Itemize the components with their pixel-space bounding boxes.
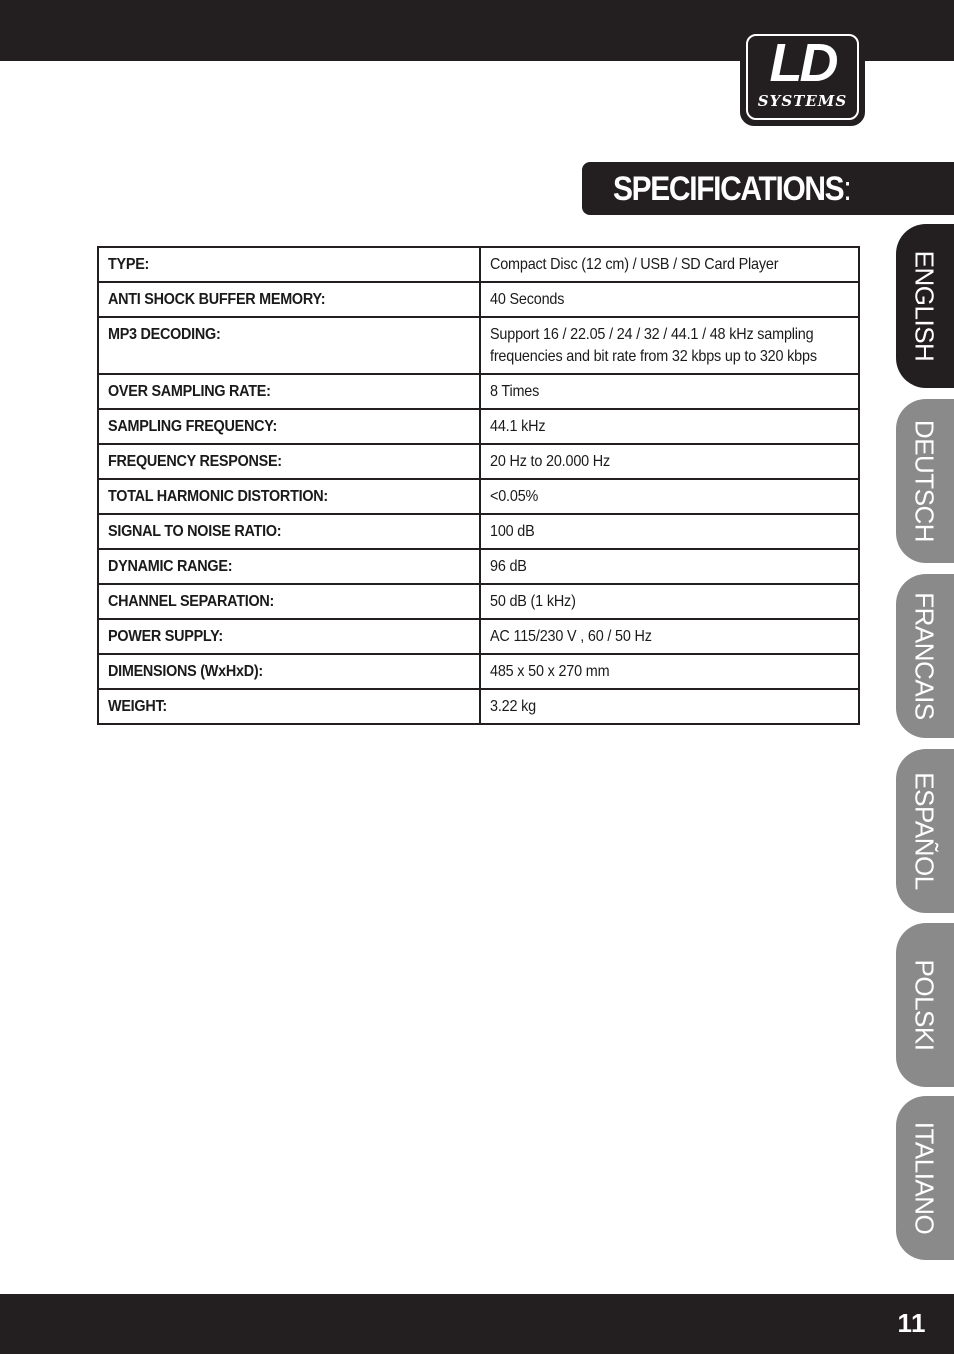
table-row [98,689,859,724]
spec-value-text: 3.22 kg [490,698,536,715]
spec-value [480,689,859,724]
table-row [98,374,859,409]
spec-label [98,654,480,689]
spec-value [480,317,859,374]
spec-value [480,514,859,549]
spec-label-text: SIGNAL TO NOISE RATIO: [108,523,282,540]
language-tab-espanol[interactable] [896,749,954,913]
spec-value-text-line2: frequencies and bit rate from 32 kbps up to 320 kbps [490,348,817,365]
spec-value-text: 50 dB (1 kHz) [490,593,576,610]
spec-label-text: TYPE: [108,256,150,273]
spec-value [480,282,859,317]
spec-value [480,549,859,584]
spec-label [98,374,480,409]
logo-sub-text: SYSTEMS [757,92,848,110]
spec-value-text: 100 dB [490,523,535,540]
spec-value-text: 8 Times [490,383,540,400]
spec-value [480,584,859,619]
spec-label [98,444,480,479]
spec-label-text: FREQUENCY RESPONSE: [108,453,282,470]
language-tab-deutsch[interactable] [896,399,954,563]
spec-value-text: 20 Hz to 20.000 Hz [490,453,611,470]
spec-value [480,409,859,444]
spec-value [480,654,859,689]
spec-label-text: MP3 DECODING: [108,326,221,343]
spec-label-text: DYNAMIC RANGE: [108,558,233,575]
spec-label-text: DIMENSIONS (WxHxD): [108,663,263,680]
heading-colon: : [843,170,852,208]
spec-value [480,374,859,409]
spec-label [98,549,480,584]
language-tab-label: ESPAÑOL [909,772,940,890]
spec-label [98,689,480,724]
language-tab-label: DEUTSCH [909,419,940,543]
spec-value-text: AC 115/230 V , 60 / 50 Hz [490,628,652,645]
spec-label [98,479,480,514]
table-row [98,514,859,549]
language-tab-label: POLSKI [909,959,940,1051]
spec-value-text: 485 x 50 x 270 mm [490,663,610,680]
spec-label-text: SAMPLING FREQUENCY: [108,418,278,435]
spec-label-text: WEIGHT: [108,698,167,715]
spec-value-text: <0.05% [490,488,539,505]
spec-label-text: POWER SUPPLY: [108,628,223,645]
table-row [98,247,859,282]
table-row [98,584,859,619]
spec-label [98,317,480,374]
heading-title: SPECIFICATIONS [613,170,844,208]
spec-label-text: OVER SAMPLING RATE: [108,383,271,400]
specifications-table [97,246,860,725]
table-row [98,479,859,514]
table-row [98,619,859,654]
footer-bar [0,1294,954,1354]
spec-value-text: 44.1 kHz [490,418,546,435]
table-row [98,409,859,444]
language-tab-label: ENGLISH [909,250,940,362]
spec-value [480,444,859,479]
language-tab-label: ITALIANO [909,1121,940,1235]
table-row [98,654,859,689]
section-heading-text [613,167,852,211]
spec-value [480,479,859,514]
page-number: 11 [897,1308,926,1338]
language-tab-polski[interactable] [896,923,954,1087]
spec-label [98,409,480,444]
language-tab-english[interactable] [896,224,954,388]
spec-value-text: Compact Disc (12 cm) / USB / SD Card Player [490,256,779,273]
spec-label [98,514,480,549]
table-row [98,282,859,317]
spec-label [98,619,480,654]
spec-label [98,247,480,282]
spec-label-text: CHANNEL SEPARATION: [108,593,275,610]
spec-label-text: TOTAL HARMONIC DISTORTION: [108,488,328,505]
language-tab-francais[interactable] [896,574,954,738]
language-tab-italiano[interactable] [896,1096,954,1260]
ld-systems-logo [740,28,865,126]
spec-value [480,619,859,654]
table-row [98,317,859,374]
spec-value-text-line1: Support 16 / 22.05 / 24 / 32 / 44.1 / 48 kHz sampling [490,326,814,343]
spec-label-text: ANTI SHOCK BUFFER MEMORY: [108,291,326,308]
logo-main-text: LD [769,33,836,93]
spec-value [480,247,859,282]
table-row [98,444,859,479]
table-row [98,549,859,584]
spec-value-text: 40 Seconds [490,291,565,308]
section-heading [582,162,954,215]
language-tab-label: FRANCAIS [909,592,940,720]
spec-label [98,584,480,619]
spec-label [98,282,480,317]
spec-value-text: 96 dB [490,558,527,575]
